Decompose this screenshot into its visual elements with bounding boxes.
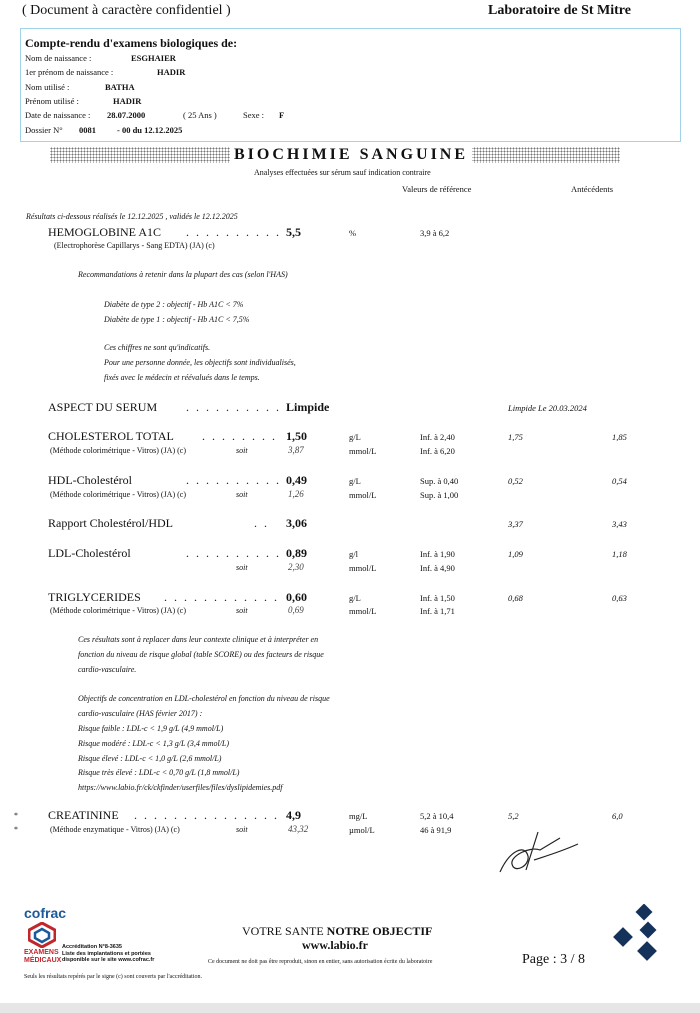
chol-value-mmol: 3,87 bbox=[288, 445, 304, 455]
tg-history-1: 0,68 bbox=[508, 593, 523, 603]
ldl-name: LDL-Cholestérol bbox=[48, 546, 131, 560]
hdl-ref: Sup. à 0,40 bbox=[420, 476, 459, 486]
ratio-history-2: 3,43 bbox=[612, 519, 627, 529]
tg-dots: . . . . . . . . . . . . bbox=[164, 590, 279, 604]
hdl-method: (Méthode colorimétrique - Vitros) (JA) (c) bbox=[50, 490, 186, 499]
accreditation-info bbox=[62, 944, 154, 964]
cofrac-medical-line-2: MÉDICAUX bbox=[24, 957, 62, 964]
chol-history-2: 1,85 bbox=[612, 432, 627, 442]
lab-name: Laboratoire de St Mitre bbox=[488, 3, 631, 18]
aspect-history: Limpide Le 20.03.2024 bbox=[508, 403, 587, 413]
creat-star-2: * bbox=[14, 825, 18, 834]
chol-method: (Méthode colorimétrique - Vitros) (JA) (c) bbox=[50, 446, 186, 455]
hba1c-diabetes-1: Diabète de type 1 : objectif - Hb A1C < 7,5% bbox=[104, 315, 250, 324]
slogan-part-2: NOTRE OBJECTIF bbox=[326, 924, 433, 938]
creat-ref-umol: 46 à 91,9 bbox=[420, 825, 452, 835]
chol-unit-mmol: mmol/L bbox=[349, 446, 377, 456]
ldl-history-2: 1,18 bbox=[612, 549, 627, 559]
hdl-value-mmol: 1,26 bbox=[288, 489, 304, 499]
slogan-part-1: VOTRE SANTE bbox=[242, 924, 327, 938]
tg-unit: g/L bbox=[349, 593, 361, 603]
ratio-value: 3,06 bbox=[286, 516, 307, 530]
ldl-objectives-2: cardio-vasculaire (HAS février 2017) : bbox=[78, 709, 203, 718]
accreditation-list: Liste des implantations et portées bbox=[62, 950, 151, 957]
section-banner bbox=[50, 147, 620, 163]
hba1c-note-2: Pour une personne donnée, les objectifs sont individualisés, bbox=[104, 358, 296, 367]
tg-value-mmol: 0,69 bbox=[288, 605, 304, 615]
cofrac-logo: cofrac bbox=[24, 905, 67, 921]
tg-name: TRIGLYCERIDES bbox=[48, 590, 141, 604]
reference-values-header: Valeurs de référence bbox=[402, 184, 472, 194]
ratio-dots: . . bbox=[254, 516, 269, 530]
ldl-ref: Inf. à 1,90 bbox=[420, 549, 455, 559]
lipid-note-1: Ces résultats sont à replacer dans leur contexte clinique et à interpréter en bbox=[78, 635, 319, 644]
section-title: BIOCHIMIE SANGUINE bbox=[230, 146, 472, 164]
creat-history-2: 6,0 bbox=[612, 811, 623, 821]
tg-ref-mmol: Inf. à 1,71 bbox=[420, 606, 455, 616]
creat-soit: soit bbox=[236, 825, 248, 834]
report-title: Compte-rendu d'examens biologiques de: bbox=[25, 36, 238, 50]
hdl-soit: soit bbox=[236, 490, 248, 499]
creat-unit-umol: µmol/L bbox=[349, 825, 375, 835]
page-bottom-edge bbox=[0, 1003, 700, 1013]
hdl-history-2: 0,54 bbox=[612, 476, 627, 486]
tg-history-2: 0,63 bbox=[612, 593, 627, 603]
dossier-number: 0081 bbox=[79, 125, 96, 135]
reproduction-notice: Ce document ne doit pas être reproduit, sinon en entier, sans autorisation écrite du laboratoire bbox=[208, 959, 433, 965]
hba1c-name: HEMOGLOBINE A1C bbox=[48, 225, 161, 239]
ldl-history-1: 1,09 bbox=[508, 549, 523, 559]
tg-ref: Inf. à 1,50 bbox=[420, 593, 455, 603]
dossier-label: Dossier N° bbox=[25, 125, 63, 135]
accreditation-number: Accréditation N°8-3635 bbox=[62, 944, 122, 950]
hba1c-dots: . . . . . . . . . . bbox=[186, 225, 281, 239]
chol-dots: . . . . . . . . bbox=[202, 429, 277, 443]
hba1c-note-3: fixés avec le médecin et réévalués dans le temps. bbox=[104, 373, 260, 382]
cofrac-emblem-icon bbox=[28, 922, 56, 948]
hdl-dots: . . . . . . . . . . bbox=[186, 473, 281, 487]
risk-low: Risque faible : LDL-c < 1,9 g/L (4,9 mmol/L) bbox=[78, 724, 224, 733]
dob-label: Date de naissance : bbox=[25, 110, 91, 120]
signature-image bbox=[490, 830, 590, 880]
first-name-label: 1er prénom de naissance : bbox=[25, 67, 114, 77]
chol-unit: g/L bbox=[349, 432, 361, 442]
chol-ref: Inf. à 2,40 bbox=[420, 432, 455, 442]
hdl-history-1: 0,52 bbox=[508, 476, 523, 486]
chol-ref-mmol: Inf. à 6,20 bbox=[420, 446, 455, 456]
section-subtitle: Analyses effectuées sur sérum sauf indication contraire bbox=[254, 168, 431, 177]
ldl-value: 0,89 bbox=[286, 546, 307, 560]
hdl-name: HDL-Cholestérol bbox=[48, 473, 132, 487]
hdl-ref-mmol: Sup. à 1,00 bbox=[420, 490, 459, 500]
tg-unit-mmol: mmol/L bbox=[349, 606, 377, 616]
risk-high: Risque élevé : LDL-c < 1,0 g/L (2,6 mmol/L) bbox=[78, 754, 222, 763]
hba1c-diabetes-2: Diabète de type 2 : objectif - Hb A1C < 7% bbox=[104, 300, 244, 309]
cofrac-medical-label bbox=[24, 949, 61, 965]
first-name: HADIR bbox=[157, 67, 186, 77]
lipid-note-2: fonction du niveau de risque global (table SCORE) ou des facteurs de risque bbox=[78, 650, 324, 659]
used-name: BATHA bbox=[105, 82, 135, 92]
ldl-value-mmol: 2,30 bbox=[288, 562, 304, 572]
creat-history-1: 5,2 bbox=[508, 811, 519, 821]
slogan bbox=[242, 924, 432, 939]
birth-name: ESGHAIER bbox=[131, 53, 176, 63]
accreditation-site: disponible sur le site www.cofrac.fr bbox=[62, 957, 155, 963]
creat-value: 4,9 bbox=[286, 808, 301, 822]
chol-history-1: 1,75 bbox=[508, 432, 523, 442]
chol-name: CHOLESTEROL TOTAL bbox=[48, 429, 174, 443]
tg-method: (Méthode colorimétrique - Vitros) (JA) (c) bbox=[50, 606, 186, 615]
chol-soit: soit bbox=[236, 446, 248, 455]
risk-very-high: Risque très élevé : LDL-c < 0,70 g/L (1,8 mmol/L) bbox=[78, 768, 240, 777]
labio-logo-icon bbox=[608, 904, 664, 966]
lipid-note-3: cardio-vasculaire. bbox=[78, 665, 137, 674]
used-name-label: Nom utilisé : bbox=[25, 82, 70, 92]
ratio-name: Rapport Cholestérol/HDL bbox=[48, 516, 173, 530]
dyslipidemia-link[interactable]: https://www.labio.fr/ck/ckfinder/userfiles/files/dyslipidemies.pdf bbox=[78, 783, 283, 792]
hba1c-value: 5,5 bbox=[286, 225, 301, 239]
creat-method: (Méthode enzymatique - Vitros) (JA) (c) bbox=[50, 825, 180, 834]
tg-soit: soit bbox=[236, 606, 248, 615]
accreditation-note: Seuls les résultats repérés par le signe (c) sont couverts par l'accréditation. bbox=[24, 974, 203, 980]
used-first: HADIR bbox=[113, 96, 142, 106]
hba1c-unit: % bbox=[349, 228, 357, 238]
page-number: Page : 3 / 8 bbox=[522, 952, 585, 967]
ldl-unit: g/l bbox=[349, 549, 358, 559]
dob: 28.07.2000 bbox=[107, 110, 146, 120]
results-dates: Résultats ci-dessous réalisés le 12.12.2025 , validés le 12.12.2025 bbox=[26, 212, 238, 221]
creat-name: CREATININE bbox=[48, 808, 119, 822]
tg-value: 0,60 bbox=[286, 590, 307, 604]
ratio-history-1: 3,37 bbox=[508, 519, 523, 529]
hba1c-method: (Electrophorèse Capillarys - Sang EDTA) (JA) (c) bbox=[54, 241, 215, 250]
hdl-unit-mmol: mmol/L bbox=[349, 490, 377, 500]
used-first-label: Prénom utilisé : bbox=[25, 96, 79, 106]
creat-dots: . . . . . . . . . . . . . . . bbox=[134, 808, 279, 822]
chol-value: 1,50 bbox=[286, 429, 307, 443]
aspect-value: Limpide bbox=[286, 400, 330, 414]
creat-unit: mg/L bbox=[349, 811, 368, 821]
risk-moderate: Risque modéré : LDL-c < 1,3 g/L (3,4 mmol/L) bbox=[78, 739, 230, 748]
age: ( 25 Ans ) bbox=[183, 110, 217, 120]
dossier-date: - 00 du 12.12.2025 bbox=[117, 125, 183, 135]
sex-label: Sexe : bbox=[243, 110, 265, 120]
aspect-dots: . . . . . . . . . . bbox=[186, 400, 281, 414]
aspect-name: ASPECT DU SERUM bbox=[48, 400, 158, 414]
patient-info-box bbox=[20, 28, 681, 142]
ldl-unit-mmol: mmol/L bbox=[349, 563, 377, 573]
hdl-value: 0,49 bbox=[286, 473, 307, 487]
birth-name-label: Nom de naissance : bbox=[25, 53, 92, 63]
sex: F bbox=[279, 110, 285, 120]
lab-website[interactable]: www.labio.fr bbox=[302, 938, 368, 952]
hba1c-ref: 3,9 à 6,2 bbox=[420, 228, 450, 238]
hba1c-recommendations: Recommandations à retenir dans la plupart des cas (selon l'HAS) bbox=[78, 270, 288, 279]
ldl-objectives-1: Objectifs de concentration en LDL-cholestérol en fonction du niveau de risque bbox=[78, 694, 330, 703]
cofrac-medical-line-1: EXAMENS bbox=[24, 949, 59, 956]
hdl-unit: g/L bbox=[349, 476, 361, 486]
ldl-dots: . . . . . . . . . . bbox=[186, 546, 281, 560]
ldl-soit: soit bbox=[236, 563, 248, 572]
confidential-label: ( Document à caractère confidentiel ) bbox=[22, 3, 231, 18]
ldl-ref-mmol: Inf. à 4,90 bbox=[420, 563, 455, 573]
creat-ref: 5,2 à 10,4 bbox=[420, 811, 454, 821]
history-header: Antécédents bbox=[571, 184, 614, 194]
creat-value-umol: 43,32 bbox=[288, 824, 309, 834]
hba1c-note-1: Ces chiffres ne sont qu'indicatifs. bbox=[104, 343, 211, 352]
creat-star: * bbox=[14, 811, 18, 820]
